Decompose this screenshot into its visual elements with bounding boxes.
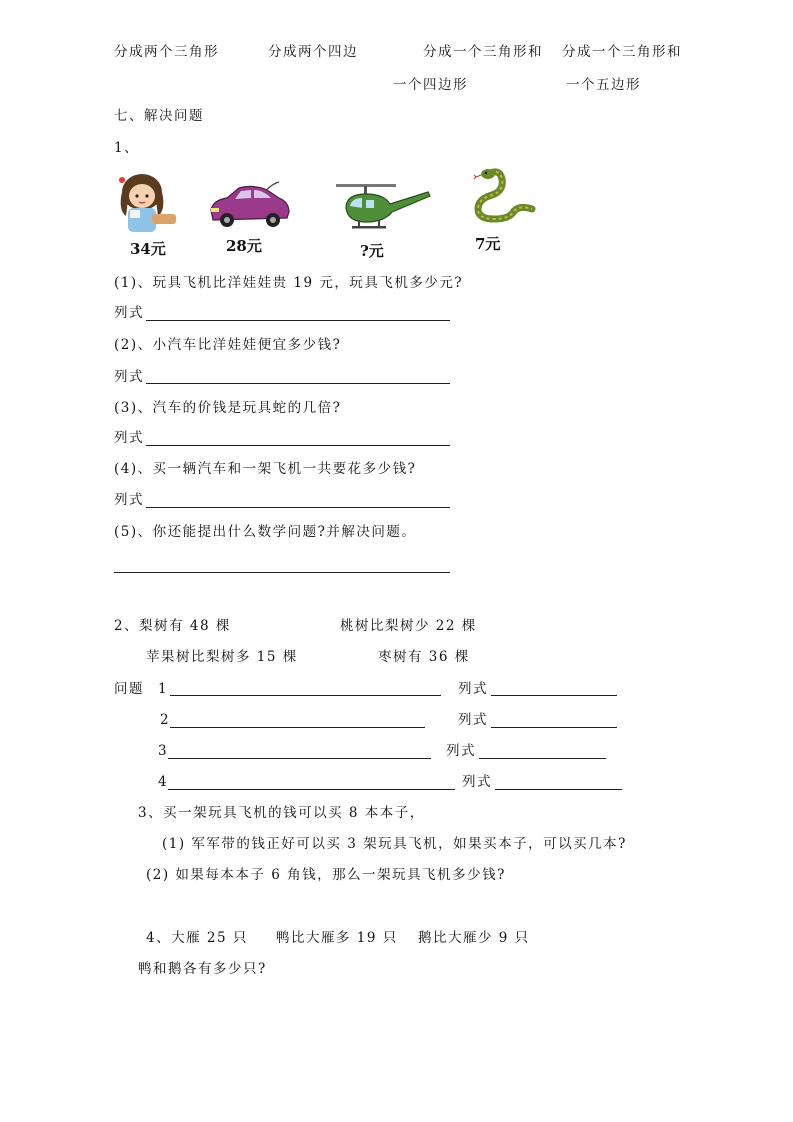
top-row-text-3b: 一个四边形 [393,77,468,93]
top-row-text-1: 分成两个三角形 [114,44,219,60]
q4-text-a: 4、大雁 25 只 [146,930,248,946]
answer-line [146,507,450,508]
q4-text-b: 鸭比大雁多 19 只 [276,930,398,946]
q2-line2b: 枣树有 36 棵 [378,649,470,665]
formula-line-3 [479,758,606,759]
q2-line1b: 桃树比梨树少 22 棵 [340,618,477,634]
top-row-text-4b: 一个五边形 [566,77,641,93]
q1-item-4: (4)、买一辆汽车和一架飞机一共要花多少钱? [114,461,417,477]
formula-label: 列式 [114,430,144,446]
question-number-4: 4 [158,774,169,790]
q4-text-c: 鹅比大雁少 9 只 [418,930,530,946]
question-label: 问题 [114,681,144,697]
question-line-2 [170,727,425,728]
formula-label: 列式 [458,712,488,728]
section-title: 七、解决问题 [114,108,204,124]
question-line-4 [168,789,455,790]
formula-label: 列式 [458,681,488,697]
question-number-1: 1 [158,681,169,697]
q1-item-3: (3)、汽车的价钱是玩具蛇的几倍? [114,400,342,416]
formula-label: 列式 [114,305,144,321]
answer-line [114,572,450,573]
answer-line [146,320,450,321]
q4-line2: 鸭和鹅各有多少只? [138,961,267,977]
question-line-3 [168,758,431,759]
q3-line1: 3、买一架玩具飞机的钱可以买 8 本本子， [138,805,425,821]
q3-line3: (2) 如果每本本子 6 角钱，那么一架玩具飞机多少钱? [146,867,506,883]
formula-line-4 [495,789,622,790]
q2-line1a: 2、梨树有 48 棵 [114,618,231,634]
q1-item-5: (5)、你还能提出什么数学问题?并解决问题。 [114,524,417,540]
question-line-1 [170,695,441,696]
formula-label: 列式 [114,369,144,385]
doll-price: 34元 [130,240,166,258]
car-price: 28元 [226,237,262,255]
doll-icon [112,170,184,238]
top-row-text-3a: 分成一个三角形和 [423,44,543,60]
q2-line2a: 苹果树比梨树多 15 棵 [146,649,298,665]
toy-snake-icon [460,165,536,231]
formula-label: 列式 [114,492,144,508]
snake-price: 7元 [475,235,501,253]
question-number-3: 3 [158,743,169,759]
q1-item-1: (1)、玩具飞机比洋娃娃贵 19 元，玩具飞机多少元? [114,275,464,291]
formula-label: 列式 [446,743,476,759]
answer-line [146,383,450,384]
formula-line-1 [491,695,617,696]
top-row-text-2: 分成两个四边 [268,44,358,60]
top-row-text-4a: 分成一个三角形和 [562,44,682,60]
toy-helicopter-icon [332,178,434,234]
q3-line2: (1) 军军带的钱正好可以买 3 架玩具飞机，如果买本子，可以买几本? [162,836,627,852]
plane-price: ?元 [360,242,384,260]
question-number-2: 2 [160,712,171,728]
q1-item-2: (2)、小汽车比洋娃娃便宜多少钱? [114,337,342,353]
q1-number: 1、 [114,140,140,156]
formula-label: 列式 [462,774,492,790]
formula-line-2 [491,727,617,728]
answer-line [146,445,450,446]
toy-car-icon [205,180,293,230]
